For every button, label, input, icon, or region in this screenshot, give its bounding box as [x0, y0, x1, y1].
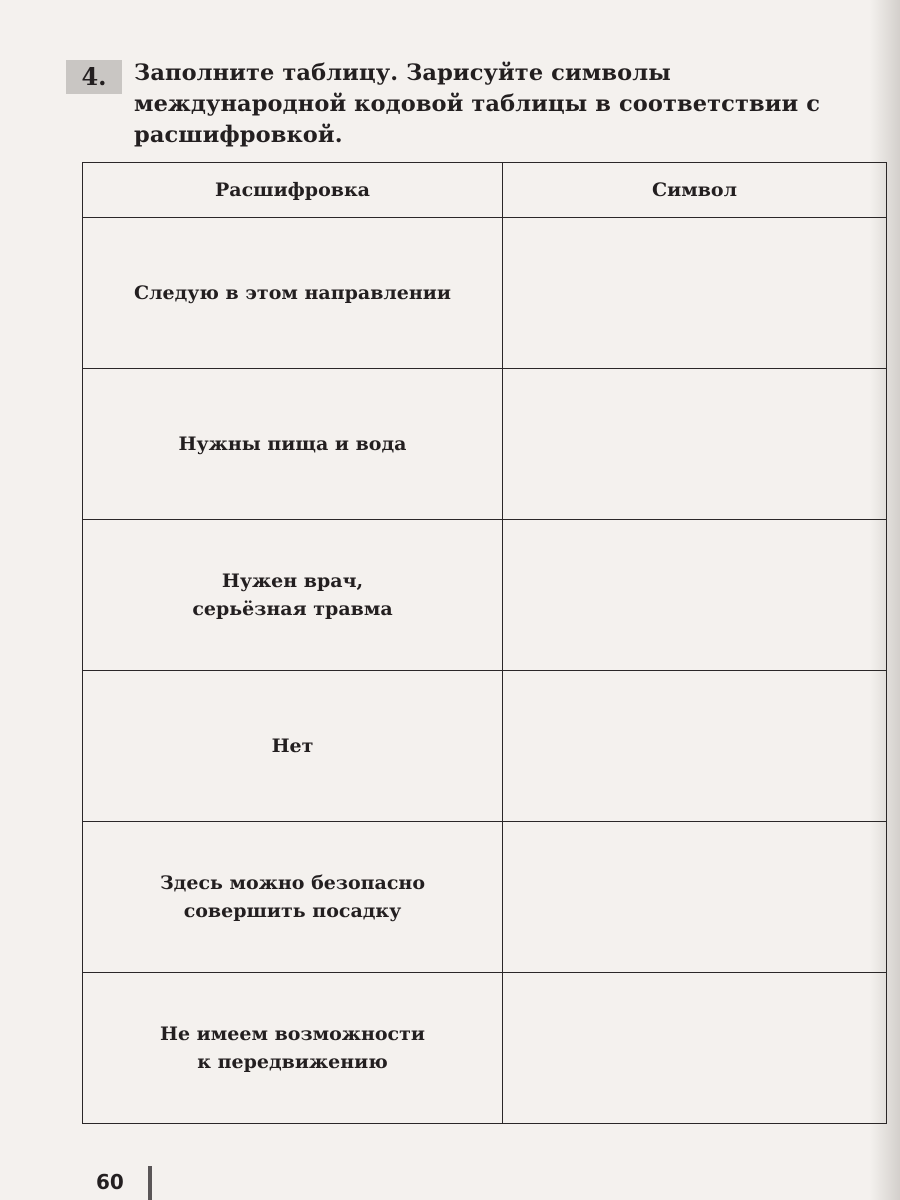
- code-table: [82, 162, 887, 1124]
- page-number: 60: [96, 1170, 124, 1194]
- decode-cell: Нужны пища и вода: [83, 369, 503, 520]
- table-row: [83, 671, 887, 822]
- table-header-row: [83, 163, 887, 218]
- task-block: [66, 58, 886, 151]
- decode-cell: Здесь можно безопасно совершить посадку: [83, 822, 503, 973]
- table-row: [83, 973, 887, 1124]
- symbol-cell[interactable]: [503, 369, 887, 520]
- task-instruction: Заполните таблицу. Зарисуйте символы международной кодовой таблицы в соответствии с расшифровкой.: [134, 60, 821, 148]
- table-row: [83, 520, 887, 671]
- table-row: [83, 218, 887, 369]
- task-number-badge: 4.: [66, 60, 122, 94]
- table-row: [83, 369, 887, 520]
- symbol-cell[interactable]: [503, 973, 887, 1124]
- table-row: [83, 822, 887, 973]
- header-decode: Расшифровка: [83, 163, 503, 218]
- decode-cell: Нет: [83, 671, 503, 822]
- symbol-cell[interactable]: [503, 671, 887, 822]
- decode-cell: Не имеем возможности к передвижению: [83, 973, 503, 1124]
- symbol-cell[interactable]: [503, 822, 887, 973]
- header-symbol: Символ: [503, 163, 887, 218]
- symbol-cell[interactable]: [503, 520, 887, 671]
- decode-cell: Нужен врач, серьёзная травма: [83, 520, 503, 671]
- decode-cell: Следую в этом направлении: [83, 218, 503, 369]
- page-number-divider: [148, 1166, 152, 1200]
- symbol-cell[interactable]: [503, 218, 887, 369]
